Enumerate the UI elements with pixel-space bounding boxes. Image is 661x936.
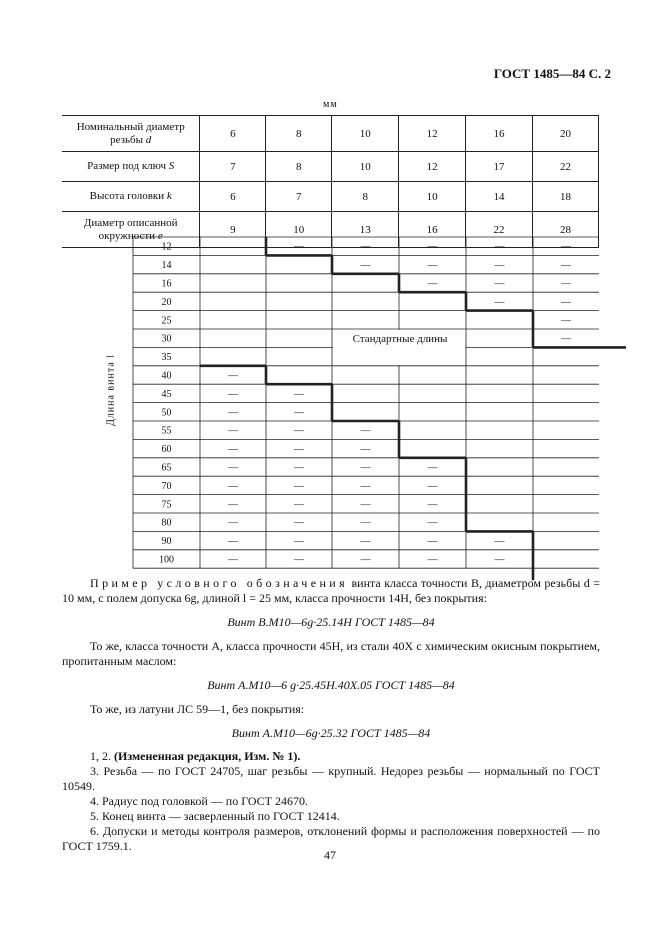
dash-cell: — bbox=[228, 499, 238, 511]
length-label: 30 bbox=[161, 333, 172, 345]
dash-cell: — bbox=[427, 536, 438, 548]
dash-cell: — bbox=[561, 260, 571, 272]
designation-formula: Винт А.М10—6g·25.32 ГОСТ 1485—84 bbox=[231, 726, 431, 740]
dash-cell: — bbox=[494, 536, 505, 548]
dash-cell: — bbox=[494, 241, 505, 253]
dash-cell: — bbox=[427, 278, 438, 290]
param-cell: 8 bbox=[266, 152, 332, 182]
page-header: ГОСТ 1485—84 С. 2 bbox=[493, 66, 611, 81]
note-bold: (Измененная редакция, Изм. № 1). bbox=[114, 749, 301, 763]
example-rest: винта класса точности В, диаметром резьбы d = 10 мм, с полем допуска 6g, длиной l = 25 мм, класса прочности 14Н, без покрытия: bbox=[62, 576, 600, 605]
paragraph: То же, класса точности А, класса прочности 45Н, из стали 40Х с химическим окисным покрытием, пропитанным маслом: bbox=[62, 639, 600, 668]
param-cell: 8 bbox=[332, 182, 399, 212]
param-label: Номинальный диаметр резьбы d bbox=[62, 116, 200, 152]
page-number: 47 bbox=[324, 848, 336, 862]
param-cell: 13 bbox=[332, 212, 399, 248]
dash-cell: — bbox=[561, 296, 571, 308]
param-cell: 28 bbox=[533, 212, 599, 248]
param-cell: 8 bbox=[266, 116, 332, 152]
note: 5. Конец винта — засверленный по ГОСТ 12414. bbox=[90, 809, 340, 823]
dash-cell: — bbox=[294, 554, 304, 566]
dash-cell: — bbox=[294, 241, 304, 253]
length-label: 80 bbox=[161, 517, 172, 529]
note bbox=[62, 749, 600, 764]
example-spaced: Пример условного обозначения bbox=[90, 576, 349, 590]
dash-cell: — bbox=[294, 425, 304, 437]
length-label: 65 bbox=[161, 462, 172, 474]
dash-cell: — bbox=[228, 480, 238, 492]
dash-cell: — bbox=[360, 241, 371, 253]
dash-cell: — bbox=[294, 536, 304, 548]
dash-cell: — bbox=[427, 260, 438, 272]
dash-cell: — bbox=[494, 260, 505, 272]
param-cell: 22 bbox=[533, 152, 599, 182]
dash-cell: — bbox=[228, 444, 238, 456]
length-label: 16 bbox=[161, 278, 172, 290]
dash-cell: — bbox=[294, 462, 304, 474]
length-label: 14 bbox=[161, 260, 172, 272]
dash-cell: — bbox=[427, 517, 438, 529]
length-label: 90 bbox=[161, 536, 172, 548]
note: 3. Резьба — по ГОСТ 24705, шаг резьбы — крупный. Недорез резьбы — нормальный по ГОСТ 10549. bbox=[62, 764, 600, 793]
length-axis-text: Длина винта l bbox=[105, 353, 117, 427]
dash-cell: — bbox=[494, 278, 505, 290]
dash-cell: — bbox=[360, 480, 371, 492]
designation-formula: Винт А.М10—6 g·25.45Н.40Х.05 ГОСТ 1485—84 bbox=[207, 678, 455, 692]
dash-cell: — bbox=[561, 315, 571, 327]
dash-cell: — bbox=[228, 388, 238, 400]
dash-cell: — bbox=[427, 480, 438, 492]
dash-cell: — bbox=[427, 554, 438, 566]
length-label: 100 bbox=[159, 554, 174, 566]
dash-cell: — bbox=[294, 517, 304, 529]
dash-cell: — bbox=[228, 425, 238, 437]
param-label: Высота головки k bbox=[62, 182, 200, 212]
designation-formula: Винт В.М10—6g·25.14Н ГОСТ 1485—84 bbox=[227, 615, 435, 629]
dash-cell: — bbox=[294, 407, 304, 419]
dash-cell: — bbox=[360, 536, 371, 548]
dash-cell: — bbox=[228, 462, 238, 474]
dash-cell: — bbox=[294, 444, 304, 456]
param-cell: 12 bbox=[399, 116, 466, 152]
note: 4. Радиус под головкой — по ГОСТ 24670. bbox=[90, 794, 309, 808]
units-label: мм bbox=[323, 99, 338, 110]
param-cell: 10 bbox=[332, 152, 399, 182]
param-cell: 7 bbox=[266, 182, 332, 212]
param-cell: 14 bbox=[466, 182, 533, 212]
dash-cell: — bbox=[228, 554, 238, 566]
param-cell: 10 bbox=[266, 212, 332, 248]
standard-lengths-label: Стандартные длины bbox=[352, 333, 448, 345]
param-cell: 10 bbox=[399, 182, 466, 212]
dash-cell: — bbox=[360, 260, 371, 272]
length-label: 40 bbox=[161, 370, 172, 382]
length-axis-label bbox=[100, 330, 122, 450]
dash-cell: — bbox=[294, 480, 304, 492]
param-cell: 16 bbox=[399, 212, 466, 248]
dash-cell: — bbox=[360, 517, 371, 529]
length-label: 70 bbox=[161, 480, 172, 492]
note: 6. Допуски и методы контроля размеров, отклонений формы и расположения поверхностей — по ГОСТ 1759.1. bbox=[62, 824, 600, 853]
param-cell: 18 bbox=[533, 182, 599, 212]
dash-cell: — bbox=[427, 499, 438, 511]
dash-cell: — bbox=[494, 296, 505, 308]
param-cell: 9 bbox=[200, 212, 266, 248]
param-cell: 7 bbox=[200, 152, 266, 182]
body-text bbox=[62, 576, 600, 854]
length-label: 45 bbox=[161, 388, 172, 400]
length-label: 55 bbox=[161, 425, 172, 437]
dash-cell: — bbox=[228, 407, 238, 419]
dash-cell: — bbox=[228, 536, 238, 548]
param-cell: 10 bbox=[332, 116, 399, 152]
dash-cell: — bbox=[228, 517, 238, 529]
note-prefix: 1, 2. bbox=[90, 749, 114, 763]
param-cell: 20 bbox=[533, 116, 599, 152]
param-cell: 6 bbox=[200, 116, 266, 152]
dash-cell: — bbox=[561, 278, 571, 290]
dash-cell: — bbox=[228, 370, 238, 382]
dash-cell: — bbox=[360, 554, 371, 566]
dash-cell: — bbox=[427, 241, 438, 253]
length-label: 50 bbox=[161, 407, 172, 419]
length-label: 75 bbox=[161, 499, 172, 511]
dash-cell: — bbox=[561, 241, 571, 253]
param-cell: 17 bbox=[466, 152, 533, 182]
dash-cell: — bbox=[294, 499, 304, 511]
dash-cell: — bbox=[294, 388, 304, 400]
dash-cell: — bbox=[494, 554, 505, 566]
dash-cell: — bbox=[360, 462, 371, 474]
param-cell: 12 bbox=[399, 152, 466, 182]
length-label: 12 bbox=[161, 241, 172, 253]
length-label: 35 bbox=[161, 352, 172, 364]
example-paragraph bbox=[62, 576, 600, 606]
dash-cell: — bbox=[360, 425, 371, 437]
param-label: Диаметр описанной окружности e bbox=[62, 212, 200, 248]
dash-cell: — bbox=[360, 444, 371, 456]
dash-cell: — bbox=[427, 462, 438, 474]
length-label: 60 bbox=[161, 444, 172, 456]
param-cell: 22 bbox=[466, 212, 533, 248]
length-label: 20 bbox=[161, 296, 172, 308]
param-cell: 16 bbox=[466, 116, 533, 152]
param-label: Размер под ключ S bbox=[62, 152, 200, 182]
paragraph: То же, из латуни ЛС 59—1, без покрытия: bbox=[90, 702, 305, 716]
param-cell: 6 bbox=[200, 182, 266, 212]
dash-cell: — bbox=[561, 333, 571, 345]
length-label: 25 bbox=[161, 315, 172, 327]
dash-cell: — bbox=[360, 499, 371, 511]
